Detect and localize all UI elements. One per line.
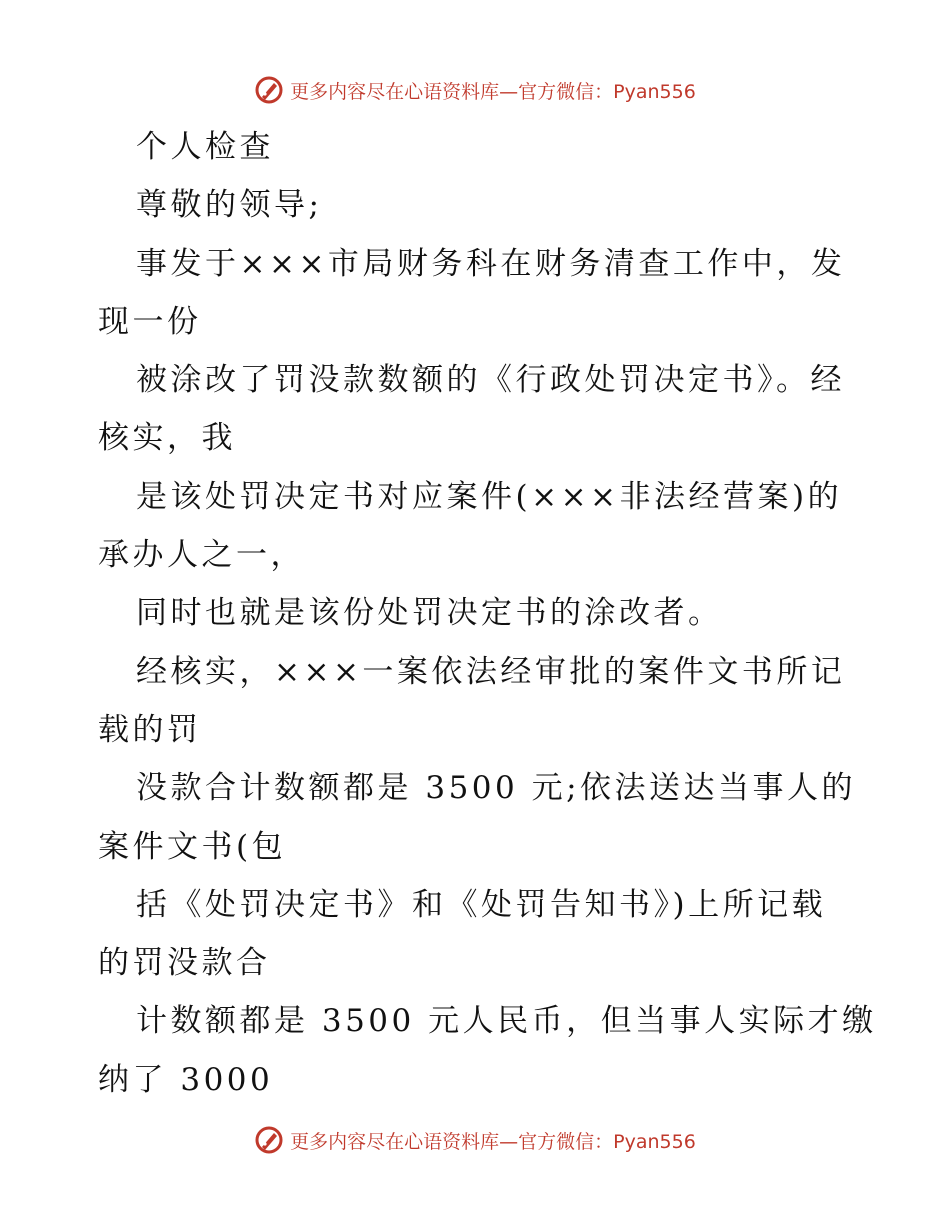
text-line: 经核实，×××一案依法经审批的案件文书所记 bbox=[136, 653, 846, 690]
pen-nib-logo-icon bbox=[254, 1125, 284, 1155]
document-body bbox=[98, 118, 877, 1109]
text-line: 案件文书(包 bbox=[98, 828, 287, 865]
text-line: 括《处罚决定书》和《处罚告知书》)上所记载 bbox=[136, 886, 827, 923]
header-banner bbox=[0, 70, 950, 110]
text-line: 同时也就是该份处罚决定书的涂改者。 bbox=[136, 595, 723, 632]
text-line: 的罚没款合 bbox=[98, 945, 271, 982]
text-line: 是该处罚决定书对应案件(×××非法经营案)的 bbox=[136, 478, 843, 515]
text-line: 承办人之一， bbox=[98, 537, 305, 574]
pen-nib-logo-icon bbox=[254, 75, 284, 105]
text-line: 个人检查 bbox=[136, 129, 274, 165]
header-banner-text: 更多内容尽在心语资料库—官方微信：Pyan556 bbox=[290, 80, 696, 103]
text-line: 事发于×××市局财务科在财务清查工作中，发 bbox=[136, 245, 846, 282]
text-line: 没款合计数额都是 3500 元;依法送达当事人的 bbox=[136, 770, 857, 807]
footer-banner bbox=[0, 1120, 950, 1160]
text-line: 现一份 bbox=[98, 303, 202, 340]
text-line: 核实，我 bbox=[98, 420, 236, 457]
text-line: 载的罚 bbox=[98, 711, 202, 748]
footer-banner-text: 更多内容尽在心语资料库—官方微信：Pyan556 bbox=[290, 1130, 696, 1153]
text-line: 纳了 3000 bbox=[98, 1061, 274, 1098]
text-line: 计数额都是 3500 元人民币，但当事人实际才缴 bbox=[136, 1003, 877, 1040]
text-line: 被涂改了罚没款数额的《行政处罚决定书》。经 bbox=[136, 362, 845, 399]
text-line: 尊敬的领导; bbox=[136, 187, 323, 224]
